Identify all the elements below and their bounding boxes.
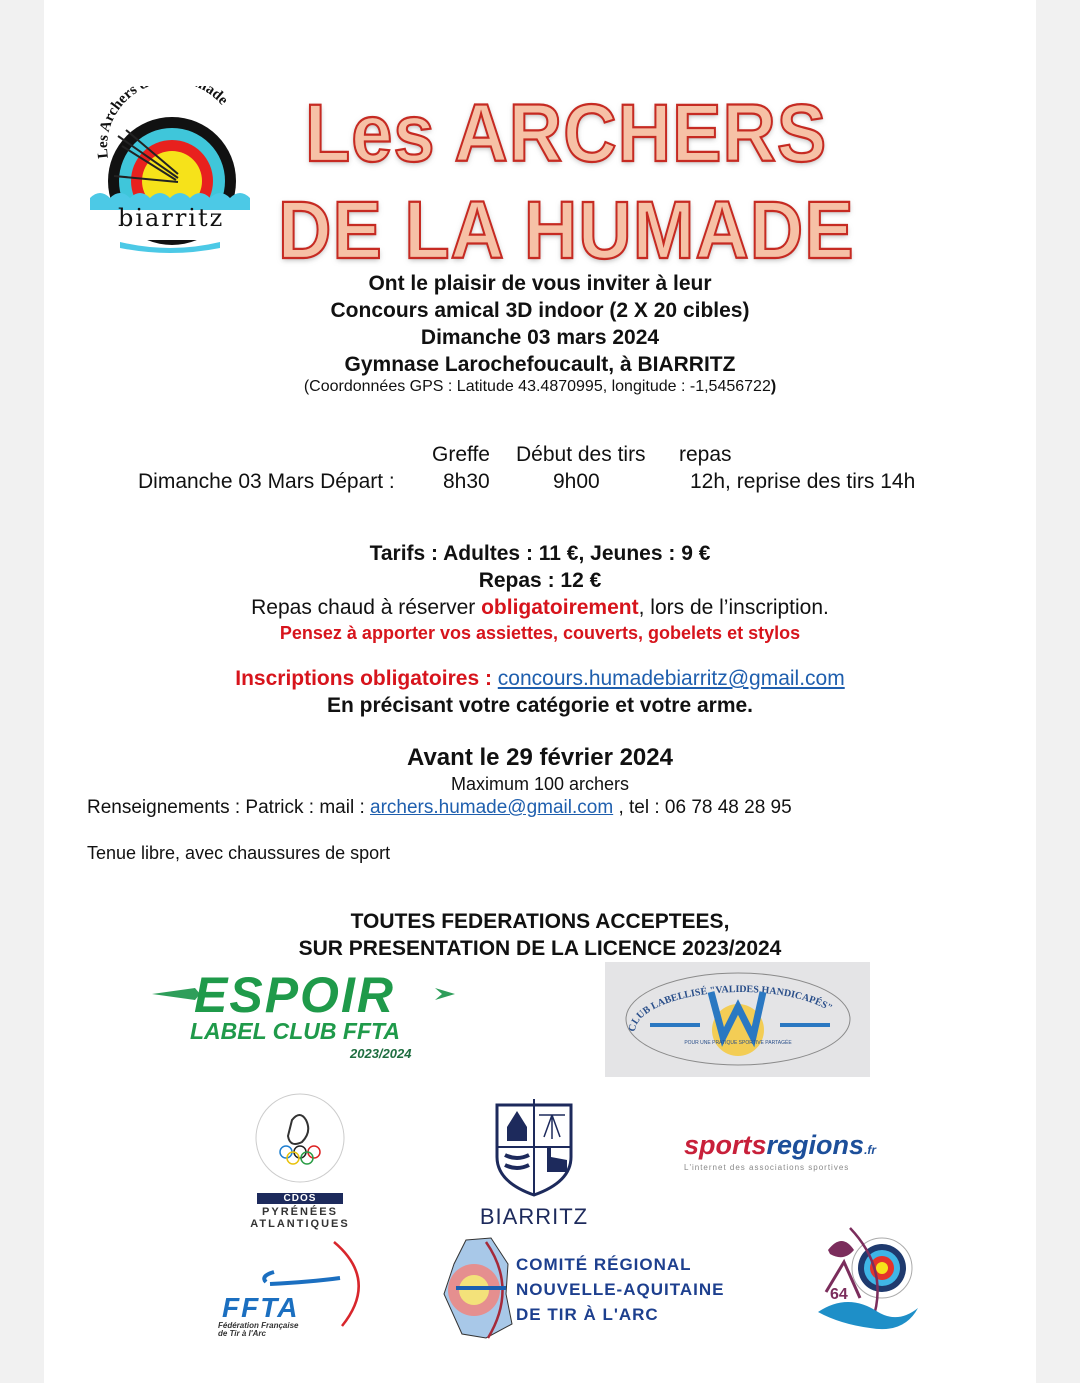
comite-regional-line-1: COMITÉ RÉGIONAL	[516, 1255, 692, 1274]
ffta-line-1: Fédération Française	[218, 1321, 299, 1330]
inscriptions-line	[44, 667, 1036, 691]
comite-64-number: 64	[830, 1286, 848, 1303]
espoir-title: ESPOIR	[194, 967, 395, 1023]
svg-text:CLUB LABELLISÉ "VALIDES HANDIC: CLUB LABELLISÉ "VALIDES HANDICAPÉS"	[626, 983, 835, 1033]
schedule-header-repas: repas	[679, 443, 732, 466]
contact-info	[87, 797, 792, 819]
comite-regional-text	[516, 1252, 724, 1327]
biarritz-name: BIARRITZ	[479, 1204, 589, 1229]
sportsregions-tld: .fr	[864, 1143, 877, 1157]
cdos-badge: CDOS	[257, 1193, 343, 1204]
event-venue: Gymnase Larochefoucault, à BIARRITZ	[344, 353, 736, 376]
meal-prefix: Repas chaud à réserver	[251, 596, 482, 619]
tarifs-line: Tarifs : Adultes : 11 €, Jeunes : 9 €	[369, 542, 711, 565]
schedule-header-debut: Début des tirs	[516, 443, 646, 466]
schedule-value-debut: 9h00	[553, 470, 600, 493]
deadline-title: Avant le 29 février 2024	[407, 744, 673, 771]
espoir-label-logo	[150, 966, 460, 1066]
ffta-subtitle	[218, 1322, 298, 1338]
svg-text:POUR UNE PRATIQUE SPORTIVE PAR: POUR UNE PRATIQUE SPORTIVE PARTAGÉE	[684, 1040, 792, 1046]
repas-price: Repas : 12 €	[478, 569, 602, 592]
inscriptions-note: En précisant votre catégorie et votre arme.	[327, 694, 753, 717]
intro-line-1: Ont le plaisir de vous inviter à leur	[368, 272, 712, 295]
ffta-name: FFTA	[222, 1292, 300, 1323]
club-logo-city: biarritz	[118, 204, 225, 232]
inscriptions-email-link[interactable]: concours.humadebiarritz@gmail.com	[497, 667, 845, 690]
reminder-text: Pensez à apporter vos assiettes, couverts, gobelets et stylos	[279, 623, 801, 643]
ffta-logo	[214, 1240, 374, 1340]
ffta-line-2: de Tir à l'Arc	[218, 1329, 266, 1338]
meal-suffix: , lors de l’inscription.	[638, 596, 829, 619]
event-date: Dimanche 03 mars 2024	[420, 326, 660, 349]
comite-64-logo	[810, 1220, 920, 1335]
sportsregions-part2: regions	[766, 1130, 865, 1160]
valides-handicapes-logo	[605, 962, 870, 1077]
valides-handicapes-emblem	[605, 962, 870, 1077]
cdos-line-2: ATLANTIQUES	[250, 1218, 350, 1230]
schedule-value-greffe: 8h30	[443, 470, 490, 493]
comite-regional-line-3: DE TIR À L'ARC	[516, 1305, 659, 1324]
max-archers: Maximum 100 archers	[450, 774, 630, 794]
olympic-rings-rooster-icon	[250, 1090, 350, 1186]
flyer-page	[44, 0, 1036, 1383]
meal-reservation	[44, 596, 1036, 620]
sportsregions-logo	[678, 1100, 884, 1210]
club-logo	[90, 86, 250, 256]
comite-regional-line-2: NOUVELLE-AQUITAINE	[516, 1280, 725, 1299]
espoir-subtitle: LABEL CLUB FFTA	[190, 1018, 400, 1044]
schedule-header-greffe: Greffe	[432, 443, 490, 466]
comite-regional-logo	[436, 1234, 736, 1344]
cdos-line-1: PYRÉNÉES	[262, 1206, 338, 1218]
gps-text: (Coordonnées GPS : Latitude 43.4870995, longitude : -1,5456722	[303, 378, 771, 395]
title-line-2: DE LA HUMADE	[278, 184, 855, 276]
gps-coordinates	[44, 378, 1036, 396]
inscriptions-label: Inscriptions obligatoires :	[235, 667, 498, 690]
dress-code: Tenue libre, avec chaussures de sport	[87, 843, 391, 863]
nouvelle-aquitaine-map-icon	[436, 1234, 516, 1342]
svg-text:Les Archers de la Humade: Les Archers ade	[94, 86, 231, 160]
biarritz-shield-icon	[489, 1097, 579, 1197]
intro-line-2: Concours amical 3D indoor (2 X 20 cibles)	[330, 299, 750, 322]
schedule-row-label: Dimanche 03 Mars Départ :	[138, 470, 395, 493]
federations-line-1: TOUTES FEDERATIONS ACCEPTEES,	[350, 910, 730, 933]
contact-phone: , tel : 06 78 48 28 95	[613, 797, 792, 818]
sportsregions-part1: sports	[684, 1130, 767, 1160]
espoir-year: 2023/2024	[350, 1046, 412, 1061]
contact-email-link[interactable]: archers.humade@gmail.com	[370, 797, 614, 818]
contact-prefix: Renseignements : Patrick : mail :	[87, 797, 370, 818]
sportsregions-tagline: L'internet des associations sportives	[684, 1163, 850, 1172]
gps-close: )	[770, 378, 777, 395]
biarritz-city-logo	[464, 1097, 604, 1232]
comite-64-emblem	[810, 1220, 920, 1335]
title-line-1: Les ARCHERS	[305, 87, 828, 179]
federations-line-2: SUR PRESENTATION DE LA LICENCE 2023/2024	[298, 937, 782, 960]
meal-highlight: obligatoirement	[481, 596, 639, 619]
schedule-value-repas: 12h, reprise des tirs 14h	[690, 470, 916, 493]
sportsregions-wordmark	[684, 1130, 876, 1161]
cdos-logo	[250, 1090, 350, 1235]
